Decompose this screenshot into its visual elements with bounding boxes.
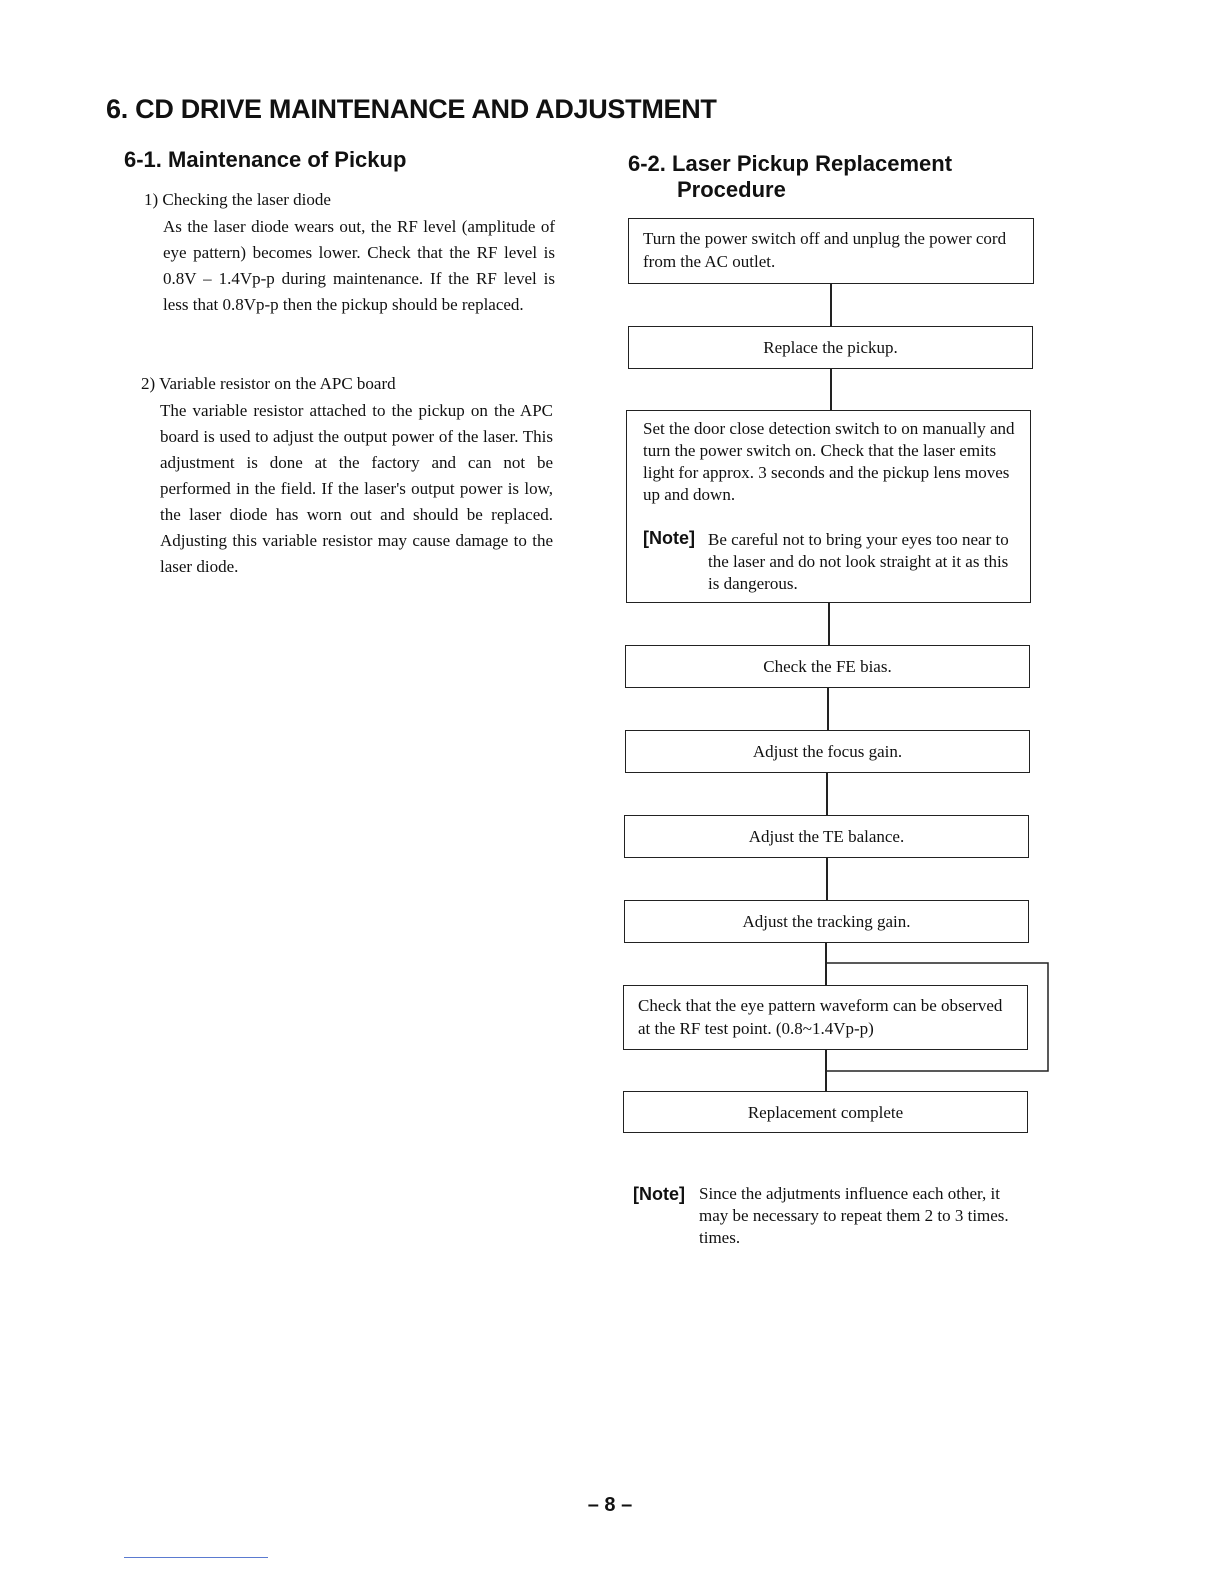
page-title: 6. CD DRIVE MAINTENANCE AND ADJUSTMENT xyxy=(106,94,717,124)
flow-step-3-note-text: Be careful not to bring your eyes too near to the laser and do not look straight at it as this is dangerous. xyxy=(708,530,1009,593)
flow-step-3-note-label: [Note] xyxy=(643,528,695,548)
flow-step-6 xyxy=(624,815,1029,858)
flow-step-7-text: Adjust the tracking gain. xyxy=(742,912,911,931)
flow-step-1-text: Turn the power switch off and unplug the power cord from the AC outlet. xyxy=(643,229,1007,271)
flow-step-5 xyxy=(625,730,1030,773)
section-heading-replacement-line2: Procedure xyxy=(677,177,786,202)
flow-step-8-text: Check that the eye pattern waveform can be observed at the RF test point. (0.8~1.4Vp-p) xyxy=(638,996,1003,1038)
item-title-checking-laser-diode: 1) Checking the laser diode xyxy=(144,190,331,209)
flow-step-8 xyxy=(623,985,1028,1050)
item-text-variable-resistor: The variable resistor attached to the pickup on the APC board is used to adjust the output power of the laser. This adjustment is done at the factory and can not be performed in the field. If the laser's output power is low, the laser diode has worn out and should be replaced. Adjusting this variable resistor may cause damage to the laser diode. xyxy=(160,401,553,576)
flow-step-4 xyxy=(625,645,1030,688)
flow-step-7 xyxy=(624,900,1029,943)
bottom-note-text: Since the adjutments influence each other, it may be necessary to repeat them 2 to 3 times. times. xyxy=(699,1184,1009,1247)
flow-step-5-text: Adjust the focus gain. xyxy=(752,742,903,761)
flow-arrow-5 xyxy=(826,773,828,815)
flow-arrow-1 xyxy=(830,284,832,326)
flow-step-2 xyxy=(628,326,1033,369)
flow-arrow-3 xyxy=(828,603,830,645)
flow-step-3-text: Set the door close detection switch to on manually and turn the power switch on. Check that the laser emits light for approx. 3 seconds and the pickup lens moves up and down. xyxy=(643,419,1015,504)
item-text-checking-laser-diode: As the laser diode wears out, the RF level (amplitude of eye pattern) becomes lower. Check that the RF level is 0.8V – 1.4Vp-p during maintenance. If the RF level is less that 0.8Vp-p then the pickup should be replaced. xyxy=(163,217,555,314)
flow-step-9-text: Replacement complete xyxy=(747,1102,904,1122)
bottom-note xyxy=(633,1183,1033,1253)
flow-step-9 xyxy=(623,1091,1028,1133)
flow-arrow-2 xyxy=(830,369,832,410)
flow-arrow-4 xyxy=(827,688,829,730)
flow-step-6-text: Adjust the TE balance. xyxy=(748,827,905,846)
section-heading-maintenance: 6-1. Maintenance of Pickup xyxy=(124,147,407,172)
section-heading-replacement: 6-2. Laser Pickup Replacement xyxy=(628,151,953,176)
flow-step-1 xyxy=(628,218,1034,284)
item-title-variable-resistor: 2) Variable resistor on the APC board xyxy=(141,374,396,393)
flow-step-3 xyxy=(626,410,1031,603)
flow-step-4-text: Check the FE bias. xyxy=(763,657,892,676)
flow-arrow-8 xyxy=(825,1050,827,1091)
flow-arrow-6 xyxy=(826,858,828,900)
page-number: – 8 – xyxy=(587,1494,633,1516)
bottom-note-label: [Note] xyxy=(633,1184,685,1204)
footer-rule xyxy=(124,1557,268,1558)
flow-step-2-text: Replace the pickup. xyxy=(763,338,898,357)
